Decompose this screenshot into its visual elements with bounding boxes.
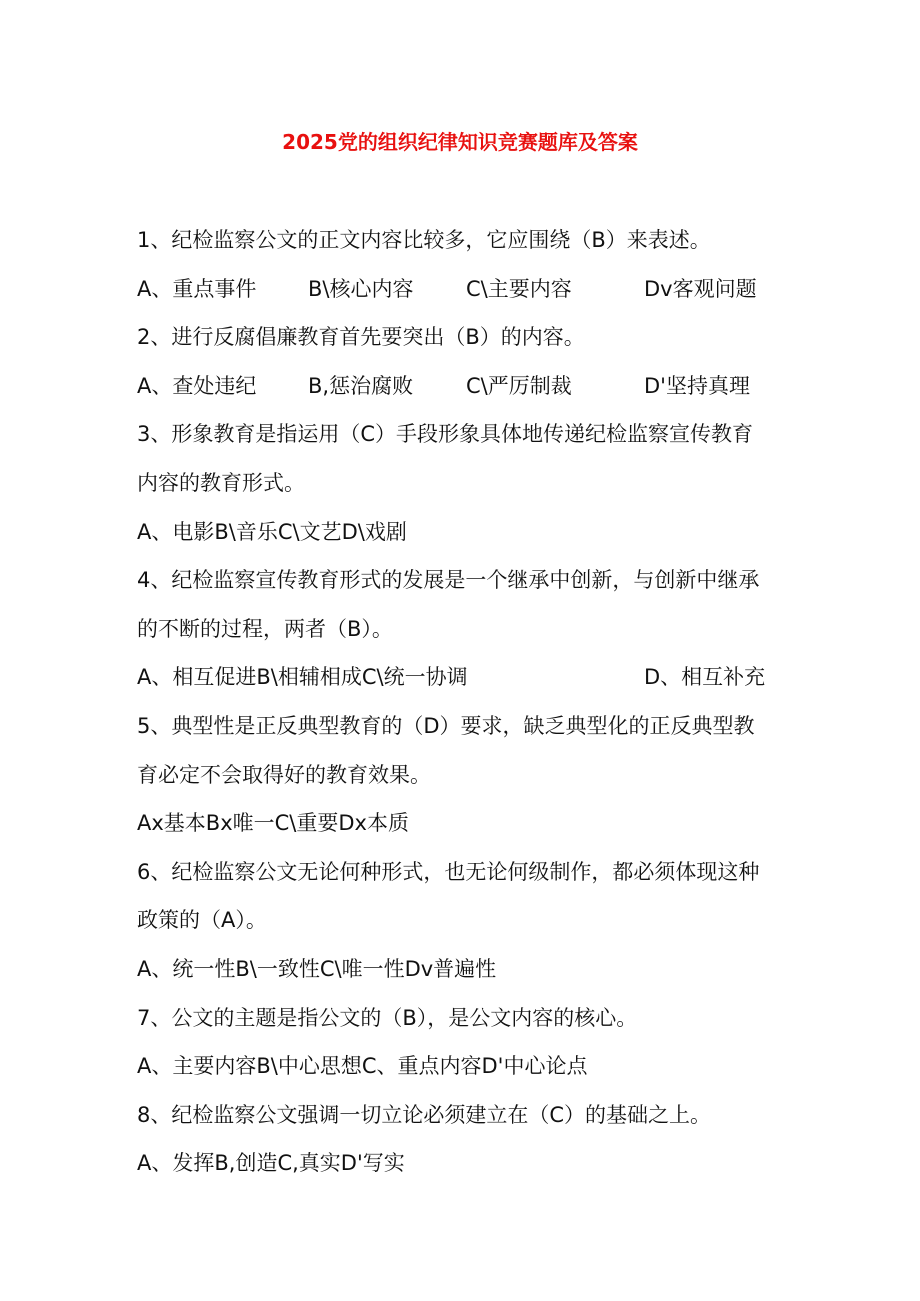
question-2-option-d: D'坚持真理	[644, 373, 750, 398]
question-1-option-a: A、重点事件	[137, 276, 257, 301]
question-4-option-d: D、相互补充	[644, 665, 766, 690]
document-title: 2025党的组织纪律知识竞赛题库及答案	[282, 130, 638, 154]
question-6-line-1: 6、纪检监察公文无论何种形式，也无论何级制作，都必须体现这种	[137, 859, 760, 884]
question-4-line-2: 的不断的过程，两者（B）。	[137, 616, 393, 641]
question-6-line-2: 政策的（A）。	[137, 908, 267, 933]
question-7-options: A、主要内容B\中心思想C、重点内容D'中心论点	[137, 1054, 588, 1079]
question-4-options	[137, 653, 787, 702]
question-3-options: A、电影B\音乐C\文艺D\戏剧	[137, 519, 407, 544]
question-1-option-d: Dv客观问题	[644, 276, 757, 301]
question-3-line-2: 内容的教育形式。	[137, 470, 305, 495]
question-2-options	[137, 362, 787, 411]
question-4-options-abc: A、相互促进B\相辅相成C\统一协调	[137, 665, 468, 690]
question-1-options	[137, 265, 787, 314]
question-2: 2、进行反腐倡廉教育首先要突出（B）的内容。	[137, 325, 585, 350]
question-2-option-c: C\严厉制裁	[466, 373, 572, 398]
question-1-option-c: C\主要内容	[466, 276, 572, 301]
question-1-option-b: B\核心内容	[308, 276, 414, 301]
question-5-line-2: 育必定不会取得好的教育效果。	[137, 762, 431, 787]
question-3-line-1: 3、形象教育是指运用（C）手段形象具体地传递纪检监察宣传教育	[137, 422, 754, 447]
question-8-options: A、发挥B,创造C,真实D'写实	[137, 1151, 405, 1176]
question-5-options: Ax基本Bx唯一C\重要Dx本质	[137, 811, 409, 836]
question-6-options: A、统一性B\一致性C\唯一性Dv普遍性	[137, 956, 497, 981]
question-4-line-1: 4、纪检监察宣传教育形式的发展是一个继承中创新，与创新中继承	[137, 568, 760, 593]
question-5-line-1: 5、典型性是正反典型教育的（D）要求，缺乏典型化的正反典型教	[137, 713, 755, 738]
question-8: 8、纪检监察公文强调一切立论必须建立在（C）的基础之上。	[137, 1102, 712, 1127]
question-list	[137, 216, 787, 1188]
question-2-option-a: A、查处违纪	[137, 373, 257, 398]
question-1: 1、纪检监察公文的正文内容比较多，它应围绕（B）来表述。	[137, 228, 711, 252]
question-2-option-b: B,惩治腐败	[308, 373, 414, 398]
question-7: 7、公文的主题是指公文的（B），是公文内容的核心。	[137, 1005, 638, 1030]
